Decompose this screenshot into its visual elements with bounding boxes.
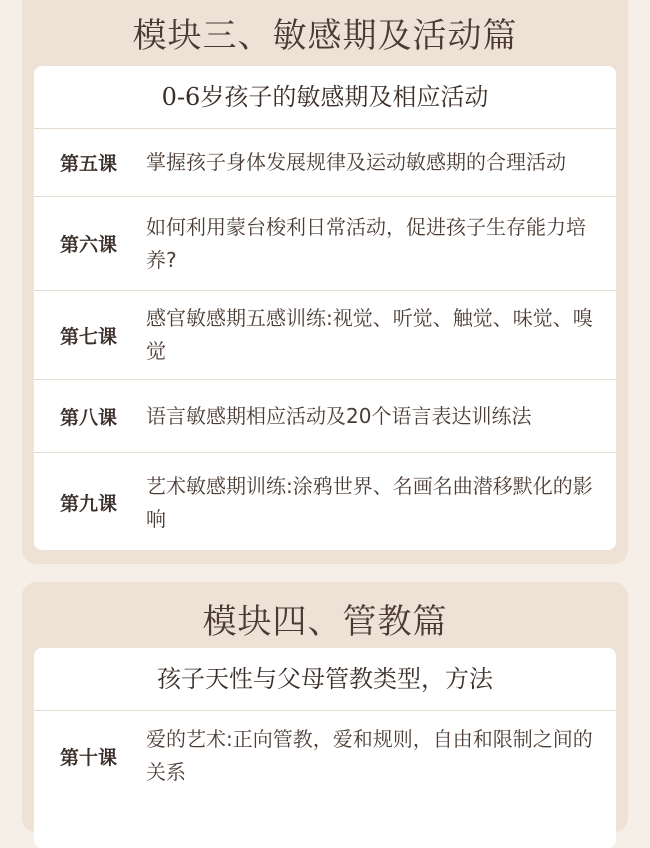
- lesson-row: [34, 380, 616, 453]
- lesson-label: 第五课: [60, 153, 118, 175]
- module-4-subtitle: 孩子天性与父母管教类型，方法: [34, 648, 616, 711]
- module-3-subtitle: 0-6岁孩子的敏感期及相应活动: [34, 66, 616, 129]
- lesson-label: 第十课: [60, 746, 118, 769]
- lesson-row: [34, 711, 616, 801]
- module-3-card: [34, 66, 616, 550]
- lesson-row: [34, 129, 616, 197]
- lesson-label: 第九课: [60, 493, 118, 515]
- lesson-description: 感官敏感期五感训练:视觉、听觉、触觉、味觉、嗅觉: [146, 306, 593, 363]
- lesson-row: [34, 291, 616, 380]
- lesson-description: 掌握孩子身体发展规律及运动敏感期的合理活动: [146, 150, 566, 174]
- lesson-description: 语言敏感期相应活动及20个语言表达训练法: [146, 403, 532, 428]
- module-3-section: [22, 0, 628, 564]
- lesson-row: [34, 197, 616, 291]
- lesson-label: 第八课: [60, 406, 118, 429]
- lesson-label: 第六课: [60, 234, 118, 256]
- lesson-label: 第七课: [60, 325, 118, 348]
- lesson-description: 艺术敏感期训练:涂鸦世界、名画名曲潜移默化的影响: [146, 473, 593, 531]
- module-3-title: 模块三、敏感期及活动篇: [132, 16, 518, 56]
- lesson-description: 爱的艺术:正向管教，爱和规则，自由和限制之间的关系: [146, 727, 593, 784]
- lesson-row: [34, 453, 616, 550]
- module-4-title: 模块四、管教篇: [202, 602, 448, 642]
- module-4-card: [34, 648, 616, 848]
- module-4-section: [22, 582, 628, 832]
- lesson-description: 如何利用蒙台梭利日常活动，促进孩子生存能力培养?: [146, 214, 586, 272]
